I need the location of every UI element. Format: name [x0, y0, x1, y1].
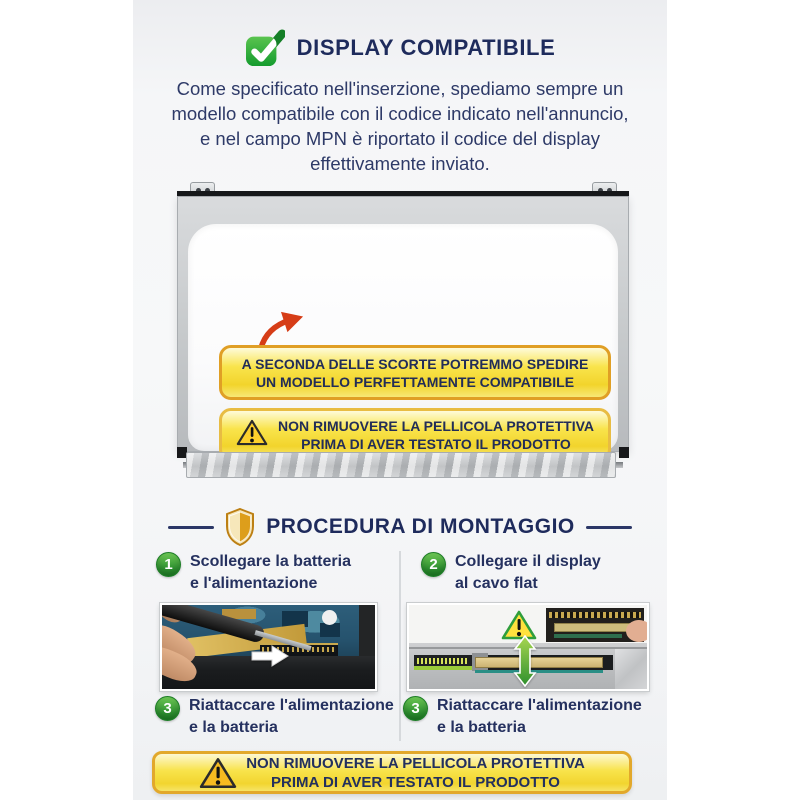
stock-notice-line: A SECONDA DELLE SCORTE POTREMMO SPEDIRE	[241, 355, 589, 372]
step-number-badge: 2	[421, 552, 446, 577]
step-line: Collegare il display	[455, 553, 601, 570]
connector-pins	[549, 612, 641, 618]
step-text	[190, 551, 351, 595]
footer-warning-line: PRIMA DI AVER TESTATO IL PRODOTTO	[271, 773, 560, 791]
step-3-left	[155, 695, 394, 739]
warning-triangle-icon	[236, 418, 268, 451]
flat-cable	[554, 623, 630, 632]
header	[133, 28, 667, 68]
fingertip	[626, 620, 649, 642]
chassis-edge	[359, 605, 375, 661]
footer-warning-text	[246, 754, 585, 792]
film-notice-line: NON RIMUOVERE LA PELLICOLA PROTETTIVA	[277, 417, 595, 434]
warning-triangle-icon	[199, 756, 237, 790]
procedure-title: PROCEDURA DI MONTAGGIO	[266, 515, 575, 538]
intro-line: effettivamente inviato.	[310, 153, 490, 174]
film-notice-line: PRIMA DI AVER TESTATO IL PRODOTTO	[301, 435, 571, 452]
screw-hole	[322, 610, 337, 625]
step-3-right	[403, 695, 642, 739]
step-1	[156, 551, 351, 595]
white-arrow-icon	[250, 645, 290, 667]
stock-notice-line: UN MODELLO PERFETTAMENTE COMPATIBILE	[255, 373, 575, 390]
step-number-badge: 3	[155, 696, 180, 721]
left-connector	[414, 655, 472, 670]
intro-text	[133, 76, 667, 176]
step-line: e la batteria	[437, 719, 526, 736]
flat-ribbon-cable	[475, 657, 603, 668]
step-number-badge: 3	[403, 696, 428, 721]
page-title: DISPLAY COMPATIBILE	[296, 35, 556, 60]
intro-line: e nel campo MPN è riportato il codice del display	[200, 128, 600, 149]
pcb-strip	[554, 634, 622, 638]
lcd-panel-photo	[177, 182, 629, 478]
connector-closeup-inset	[546, 608, 644, 642]
step-text	[189, 695, 394, 739]
intro-line: Come specificato nell'inserzione, spediamo sempre un	[176, 78, 624, 99]
shield-icon	[225, 508, 255, 546]
chip	[320, 623, 340, 637]
procedure-header	[133, 506, 667, 548]
film-notice-text	[278, 417, 594, 453]
step-2	[421, 551, 601, 595]
stock-notice-label	[219, 345, 611, 400]
content-column	[133, 0, 667, 800]
step-line: Riattaccare l'alimentazione	[189, 697, 394, 714]
step-text	[437, 695, 642, 739]
photo-connect-display	[407, 603, 649, 691]
footer-warning-banner	[152, 751, 632, 794]
footer-warning-line: NON RIMUOVERE LA PELLICOLA PROTETTIVA	[246, 754, 585, 772]
step-number-badge: 1	[156, 552, 181, 577]
panel-frame	[177, 196, 629, 452]
foil-tape	[615, 649, 647, 691]
intro-line: modello compatibile con il codice indicato nell'annuncio,	[171, 103, 629, 124]
step-text	[455, 551, 601, 595]
divider-dash-left	[168, 526, 214, 529]
photo-disconnect-battery	[160, 603, 377, 691]
step-line: al cavo flat	[455, 575, 538, 592]
pcb-edge	[475, 670, 603, 673]
panel-foil-strip	[186, 452, 616, 478]
step-line: Riattaccare l'alimentazione	[437, 697, 642, 714]
panel-screen	[188, 224, 618, 451]
step-line: e l'alimentazione	[190, 575, 318, 592]
divider-dash-right	[586, 526, 632, 529]
green-double-arrow-icon	[513, 635, 539, 689]
step-line: Scollegare la batteria	[190, 553, 351, 570]
check-icon	[245, 29, 285, 67]
panel-endcap-right	[619, 447, 629, 458]
column-divider	[399, 551, 401, 741]
step-line: e la batteria	[189, 719, 278, 736]
